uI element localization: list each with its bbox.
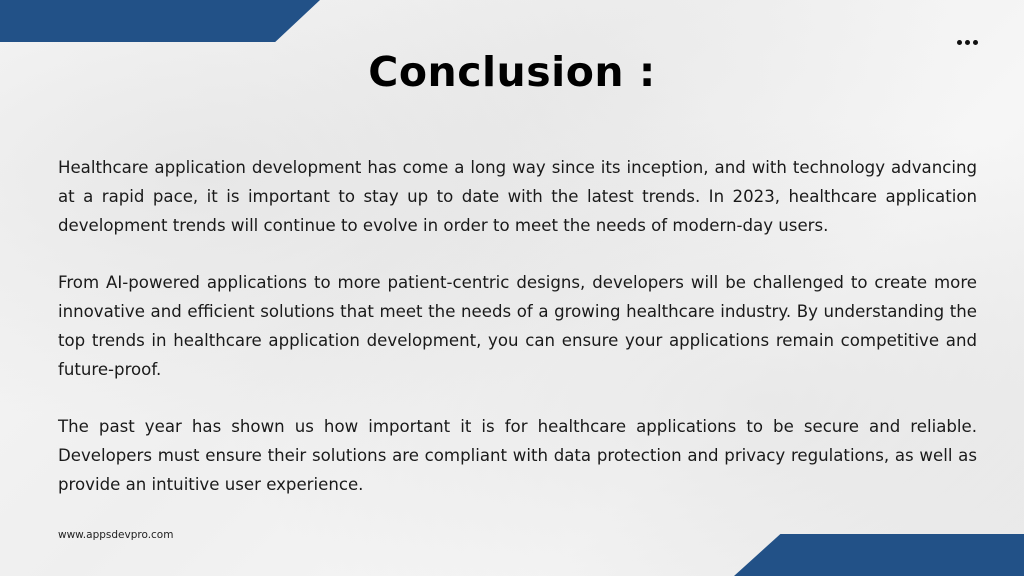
bottom-right-accent-bar bbox=[734, 534, 1024, 576]
footer-website-url: www.appsdevpro.com bbox=[58, 529, 174, 541]
slide-body bbox=[58, 154, 977, 528]
dot bbox=[965, 40, 970, 45]
more-horizontal-icon bbox=[957, 40, 978, 45]
dot bbox=[973, 40, 978, 45]
top-left-accent-bar bbox=[0, 0, 320, 42]
slide-title: Conclusion : bbox=[368, 48, 656, 96]
paragraph-3: The past year has shown us how important it is for healthcare applications to be secure and reliable. Developers must ensure their solutions are compliant with data protection and privacy regulations, as well as provide an intuitive user experience. bbox=[58, 417, 977, 494]
paragraph-2: From AI-powered applications to more patient-centric designs, developers will be challenged to create more innovative and efficient solutions that meet the needs of a growing healthcare industry. By understanding the top trends in healthcare application development, you can ensure your applications remain competitive and future-proof. bbox=[58, 273, 977, 379]
paragraph-1: Healthcare application development has come a long way since its inception, and with technology advancing at a rapid pace, it is important to stay up to date with the latest trends. In 2023, healthcare application development trends will continue to evolve in order to meet the needs of modern-day users. bbox=[58, 158, 977, 235]
dot bbox=[957, 40, 962, 45]
